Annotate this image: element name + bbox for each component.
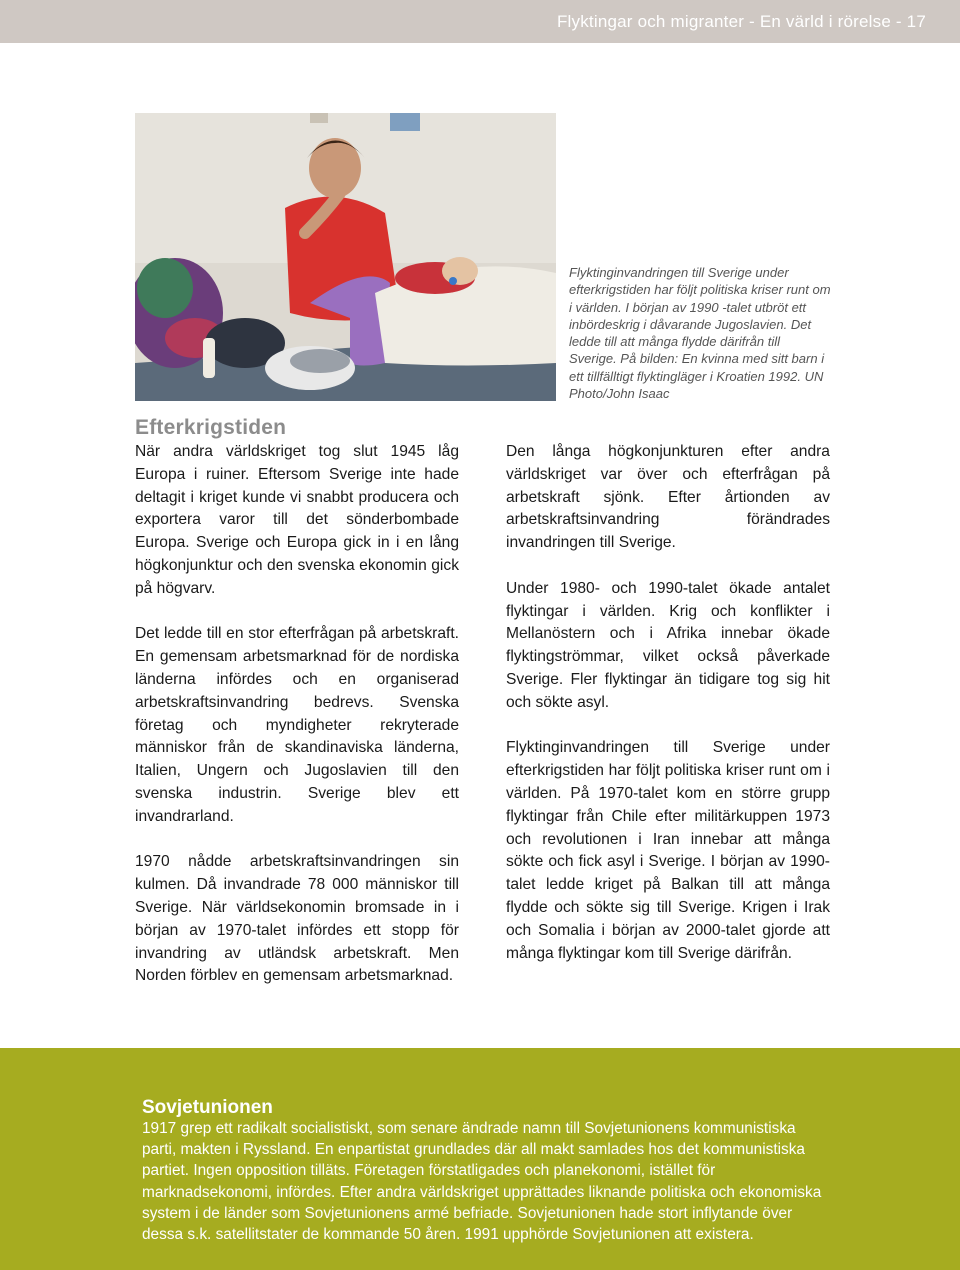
right-column [506,441,830,988]
photo-caption: Flyktinginvandringen till Sverige under efterkrigstiden har följt politiska kriser runt om i världen. I början av 1990 -talet utbröt ett inbördeskrig i dåvarande Jugoslavien. Det ledde till att många flydde därifrån till Sverige. På bilden: En kvinna med sitt barn i ett tillfälltigt flyktingläger i Kroatien 1992. UN Photo/John Isaac [569,265,831,402]
paragraph: 1970 nådde arbetskraftsinvandringen sin kulmen. Då invandrade 78 000 människor till Sverige. När världsekonomin bromsade in i början av 1970-talet infördes ett stopp för invandring av utländsk arbetskraft. Men Norden förblev en gemensam arbetsmarknad. [135,853,459,985]
refugee-camp-photo [135,113,556,401]
paragraph: Under 1980- och 1990-talet ökade antalet flyktingar i världen. Krig och konflikter i Mellanöstern och i Afrika innebar ökade flyktingströmmar, vilket också påverkade Sverige. Fler flyktingar än tidigare tog sig hit och sökte asyl. [506,579,830,711]
page-header-title: Flyktingar och migranter - En värld i rörelse - 17 [556,12,926,31]
paragraph: Det ledde till en stor efterfrågan på arbetskraft. En gemensam arbetsmarknad för de nordiska länderna infördes och en organiserad arbetskraftsinvandring bedrevs. Svenska företag och myndigheter rekryterade människor från de skandinaviska länderna, Italien, Ungern och Jugoslavien till den svenska industrin. Sverige blev ett invandrarland. [135,625,459,825]
paragraph: Flyktinginvandringen till Sverige under efterkrigstiden har följt politiska kriser runt om i världen. På 1970-talet kom en större grupp flyktingar från Chile efter militärkuppen 1973 och revolutionen i Iran innebar att många sökte och fick asyl i Sverige. I början av 1990-talet ledde kriget på Balkan till att många flydde och sökte sig till Sverige. Krigen i Irak och Somalia i början av 2000-talet gjorde att många flyktingar kom till Sverige därifrån. [506,739,830,962]
header-bar [0,0,960,43]
section-heading: Efterkrigstiden [135,416,287,439]
paragraph: Den långa högkonjunkturen efter andra världskriget var över och efterfrågan på arbetskraft sjönk. Efter årtionden av arbetskraftsinvandring förändrades invandringen till Sverige. [506,443,830,552]
factbox-text: 1917 grep ett radikalt socialistiskt, som senare ändrade namn till Sovjetunionens kommunistiska parti, makten i Ryssland. En enpartistat grundlades där all makt samlades hos det kommunistiska partiet. Ingen opposition tilläts. Företagen förstatligades och planekonomi, istället för marknadsekonomi, infördes. Efter andra världskriget upprättades liknande politiska och ekonomiska system i de länder som Sovjetunionens armé befriade. Sovjetunionen hade stort inflytande över dessa s.k. satellitstater de kommande 50 åren. 1991 upphörde Sovjetunionen att existera. [142,1120,822,1244]
factbox-title: Sovjetunionen [142,1097,273,1118]
left-column [135,441,459,1011]
paragraph: När andra världskriget tog slut 1945 låg Europa i ruiner. Eftersom Sverige inte hade deltagit i kriget kunde vi snabbt producera och exportera varor till det sönderbombade Europa. Sverige och Europa gick in i en lång högkonjunktur och den svenska ekonomin gick på högvarv. [135,443,459,597]
